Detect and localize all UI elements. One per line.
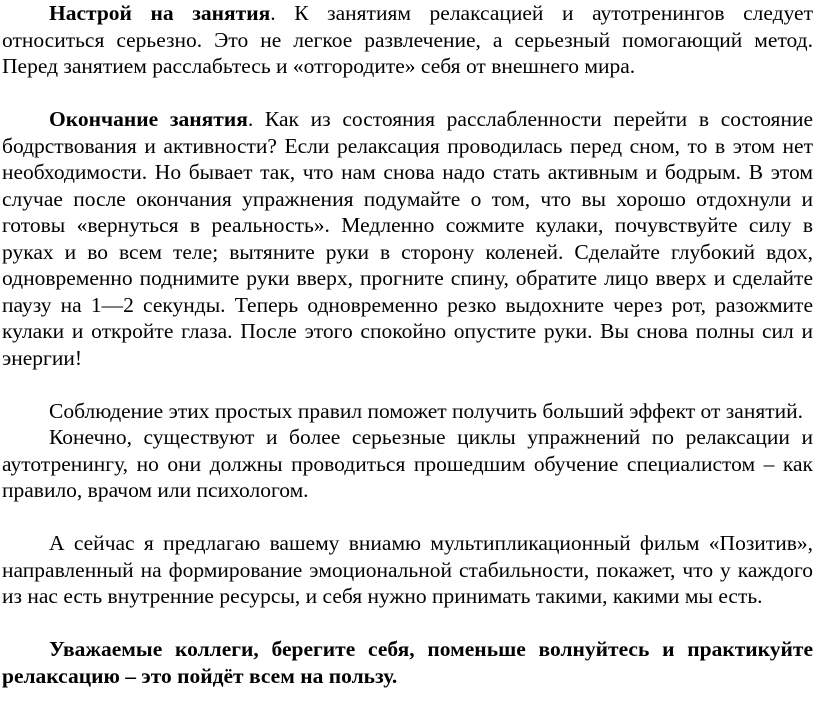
text-setup: . К занятиям релаксацией и аутотренингов следует относиться серьезно. Это не легкое развлечение, а серьезный помогающий метод. Перед занятием расслабьтесь и «отгородите» себя от внешнего мира. — [2, 1, 813, 78]
paragraph-spacer — [2, 504, 813, 531]
paragraph-spacer — [2, 371, 813, 398]
paragraph-closing: Уважаемые коллеги, берегите себя, поменьше волнуйтесь и практикуйте релаксацию – это пойдёт всем на пользу. — [2, 637, 813, 688]
paragraph-spacer — [2, 610, 813, 637]
paragraph-serious: Конечно, существуют и более серьезные циклы упражнений по релаксации и аутотренингу, но они должны проводиться прошедшим обучение специалистом – как правило, врачом или психологом. — [2, 425, 813, 502]
paragraph-setup — [2, 0, 813, 80]
heading-setup: Настрой на занятия — [49, 1, 271, 25]
text-ending: . Как из состояния расслабленности перейти в состояние бодрствования и активности? Если релаксация проводилась перед сном, то в этом нет необходимости. Но бывает так, что нам снова надо стать активным и бодрым. В этом случае после окончания упражнения подумайте о том, что вы хорошо отдохнули и готовы «вернуться в реальность». Медленно сожмите кулаки, почувствуйте силу в руках и во всем теле; вытяните руки в сторону коленей. Сделайте глубокий вдох, одновременно поднимите руки вверх, прогните спину, обратите лицо вверх и сделайте паузу на 1—2 секунды. Теперь одновременно резко выдохните через рот, разожмите кулаки и откройте глаза. После этого спокойно опустите руки. Вы снова полны сил и энергии! — [2, 107, 813, 370]
paragraph-ending — [2, 106, 813, 371]
heading-ending: Окончание занятия — [49, 107, 248, 131]
paragraph-rules: Соблюдение этих простых правил поможет получить больший эффект от занятий. — [49, 398, 804, 423]
paragraph-spacer — [2, 80, 813, 107]
paragraph-film: А сейчас я предлагаю вашему вниамю мультипликационный фильм «Позитив», направленный на формирование эмоциональной стабильности, покажет, что у каждого из нас есть внутренние ресурсы, и себя нужно принимать такими, какими мы есть. — [2, 531, 813, 608]
